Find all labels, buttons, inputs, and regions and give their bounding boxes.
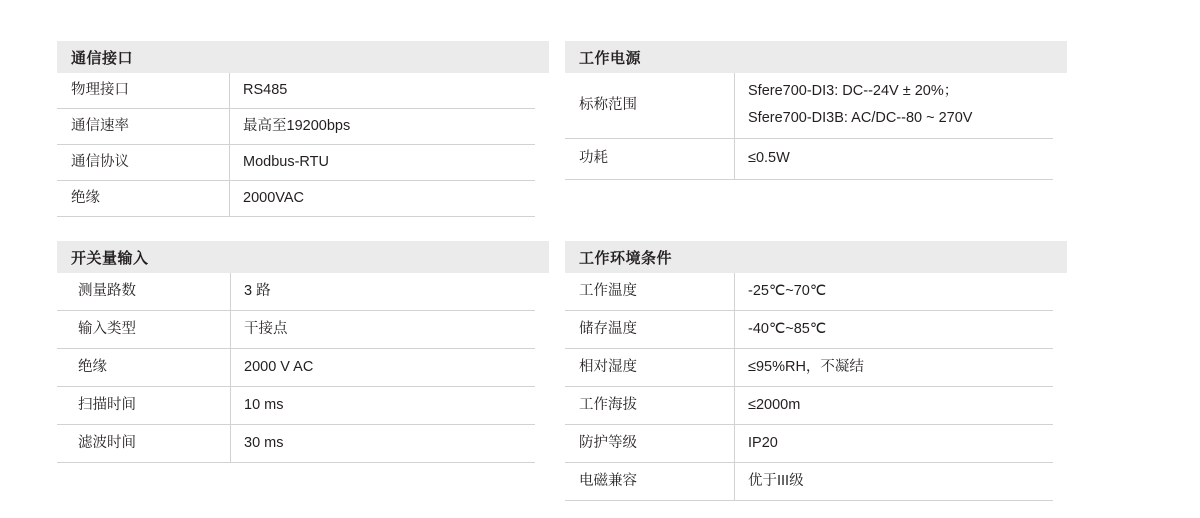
row-key: 通信协议 [57,145,230,181]
row-value: IP20 [735,425,1054,463]
table-row [57,425,535,463]
spec-table-power-supply [565,41,1053,180]
row-key: 滤波时间 [57,425,231,463]
table-body [565,73,1053,180]
row-key: 功耗 [565,139,735,180]
table-row [565,311,1053,349]
row-key: 扫描时间 [57,387,231,425]
table-row [565,463,1053,501]
row-key: 标称范围 [565,73,735,139]
table-body [57,273,535,463]
row-value: 3 路 [231,273,536,311]
row-key: 绝缘 [57,181,230,217]
row-value: -25℃~70℃ [735,273,1054,311]
row-value: RS485 [230,73,536,109]
table-row [57,387,535,425]
row-value: 2000VAC [230,181,536,217]
row-key: 工作海拔 [565,387,735,425]
row-value: 10 ms [231,387,536,425]
row-value: Modbus-RTU [230,145,536,181]
row-value: ≤2000m [735,387,1054,425]
table-row [57,73,535,109]
row-key: 工作温度 [565,273,735,311]
row-key: 绝缘 [57,349,231,387]
row-key: 输入类型 [57,311,231,349]
row-value-line: Sfere700-DI3B: AC/DC--80 ~ 270V [748,110,973,126]
row-key: 储存温度 [565,311,735,349]
table-row [57,145,535,181]
table-row [57,311,535,349]
table-row [57,349,535,387]
row-key: 通信速率 [57,109,230,145]
spec-table-environment [565,241,1053,501]
spec-table-communication-interface [57,41,535,217]
row-value [735,73,1054,139]
row-value-line: Sfere700-DI3: DC--24V ± 20%； [748,83,959,100]
row-value: 干接点 [231,311,536,349]
table-body [57,73,535,217]
row-value: -40℃~85℃ [735,311,1054,349]
table-row [57,181,535,217]
row-value: 30 ms [231,425,536,463]
table-title: 工作环境条件 [565,241,1067,273]
table-row [57,273,535,311]
row-value: 最高至19200bps [230,109,536,145]
table-row [565,387,1053,425]
table-row [565,139,1053,180]
table-row [565,349,1053,387]
row-value: ≤95%RH，不凝结 [735,349,1054,387]
table-row [565,273,1053,311]
table-body [565,273,1053,501]
row-value: 优于III级 [735,463,1054,501]
spec-table-digital-input [57,241,535,463]
table-row [57,109,535,145]
row-key: 电磁兼容 [565,463,735,501]
row-value: 2000 V AC [231,349,536,387]
row-key: 测量路数 [57,273,231,311]
row-key: 相对湿度 [565,349,735,387]
table-row [565,425,1053,463]
table-title: 通信接口 [57,41,549,73]
table-title: 工作电源 [565,41,1067,73]
row-key: 物理接口 [57,73,230,109]
row-key: 防护等级 [565,425,735,463]
table-title: 开关量输入 [57,241,549,273]
table-row [565,73,1053,139]
row-value: ≤0.5W [735,139,1054,180]
